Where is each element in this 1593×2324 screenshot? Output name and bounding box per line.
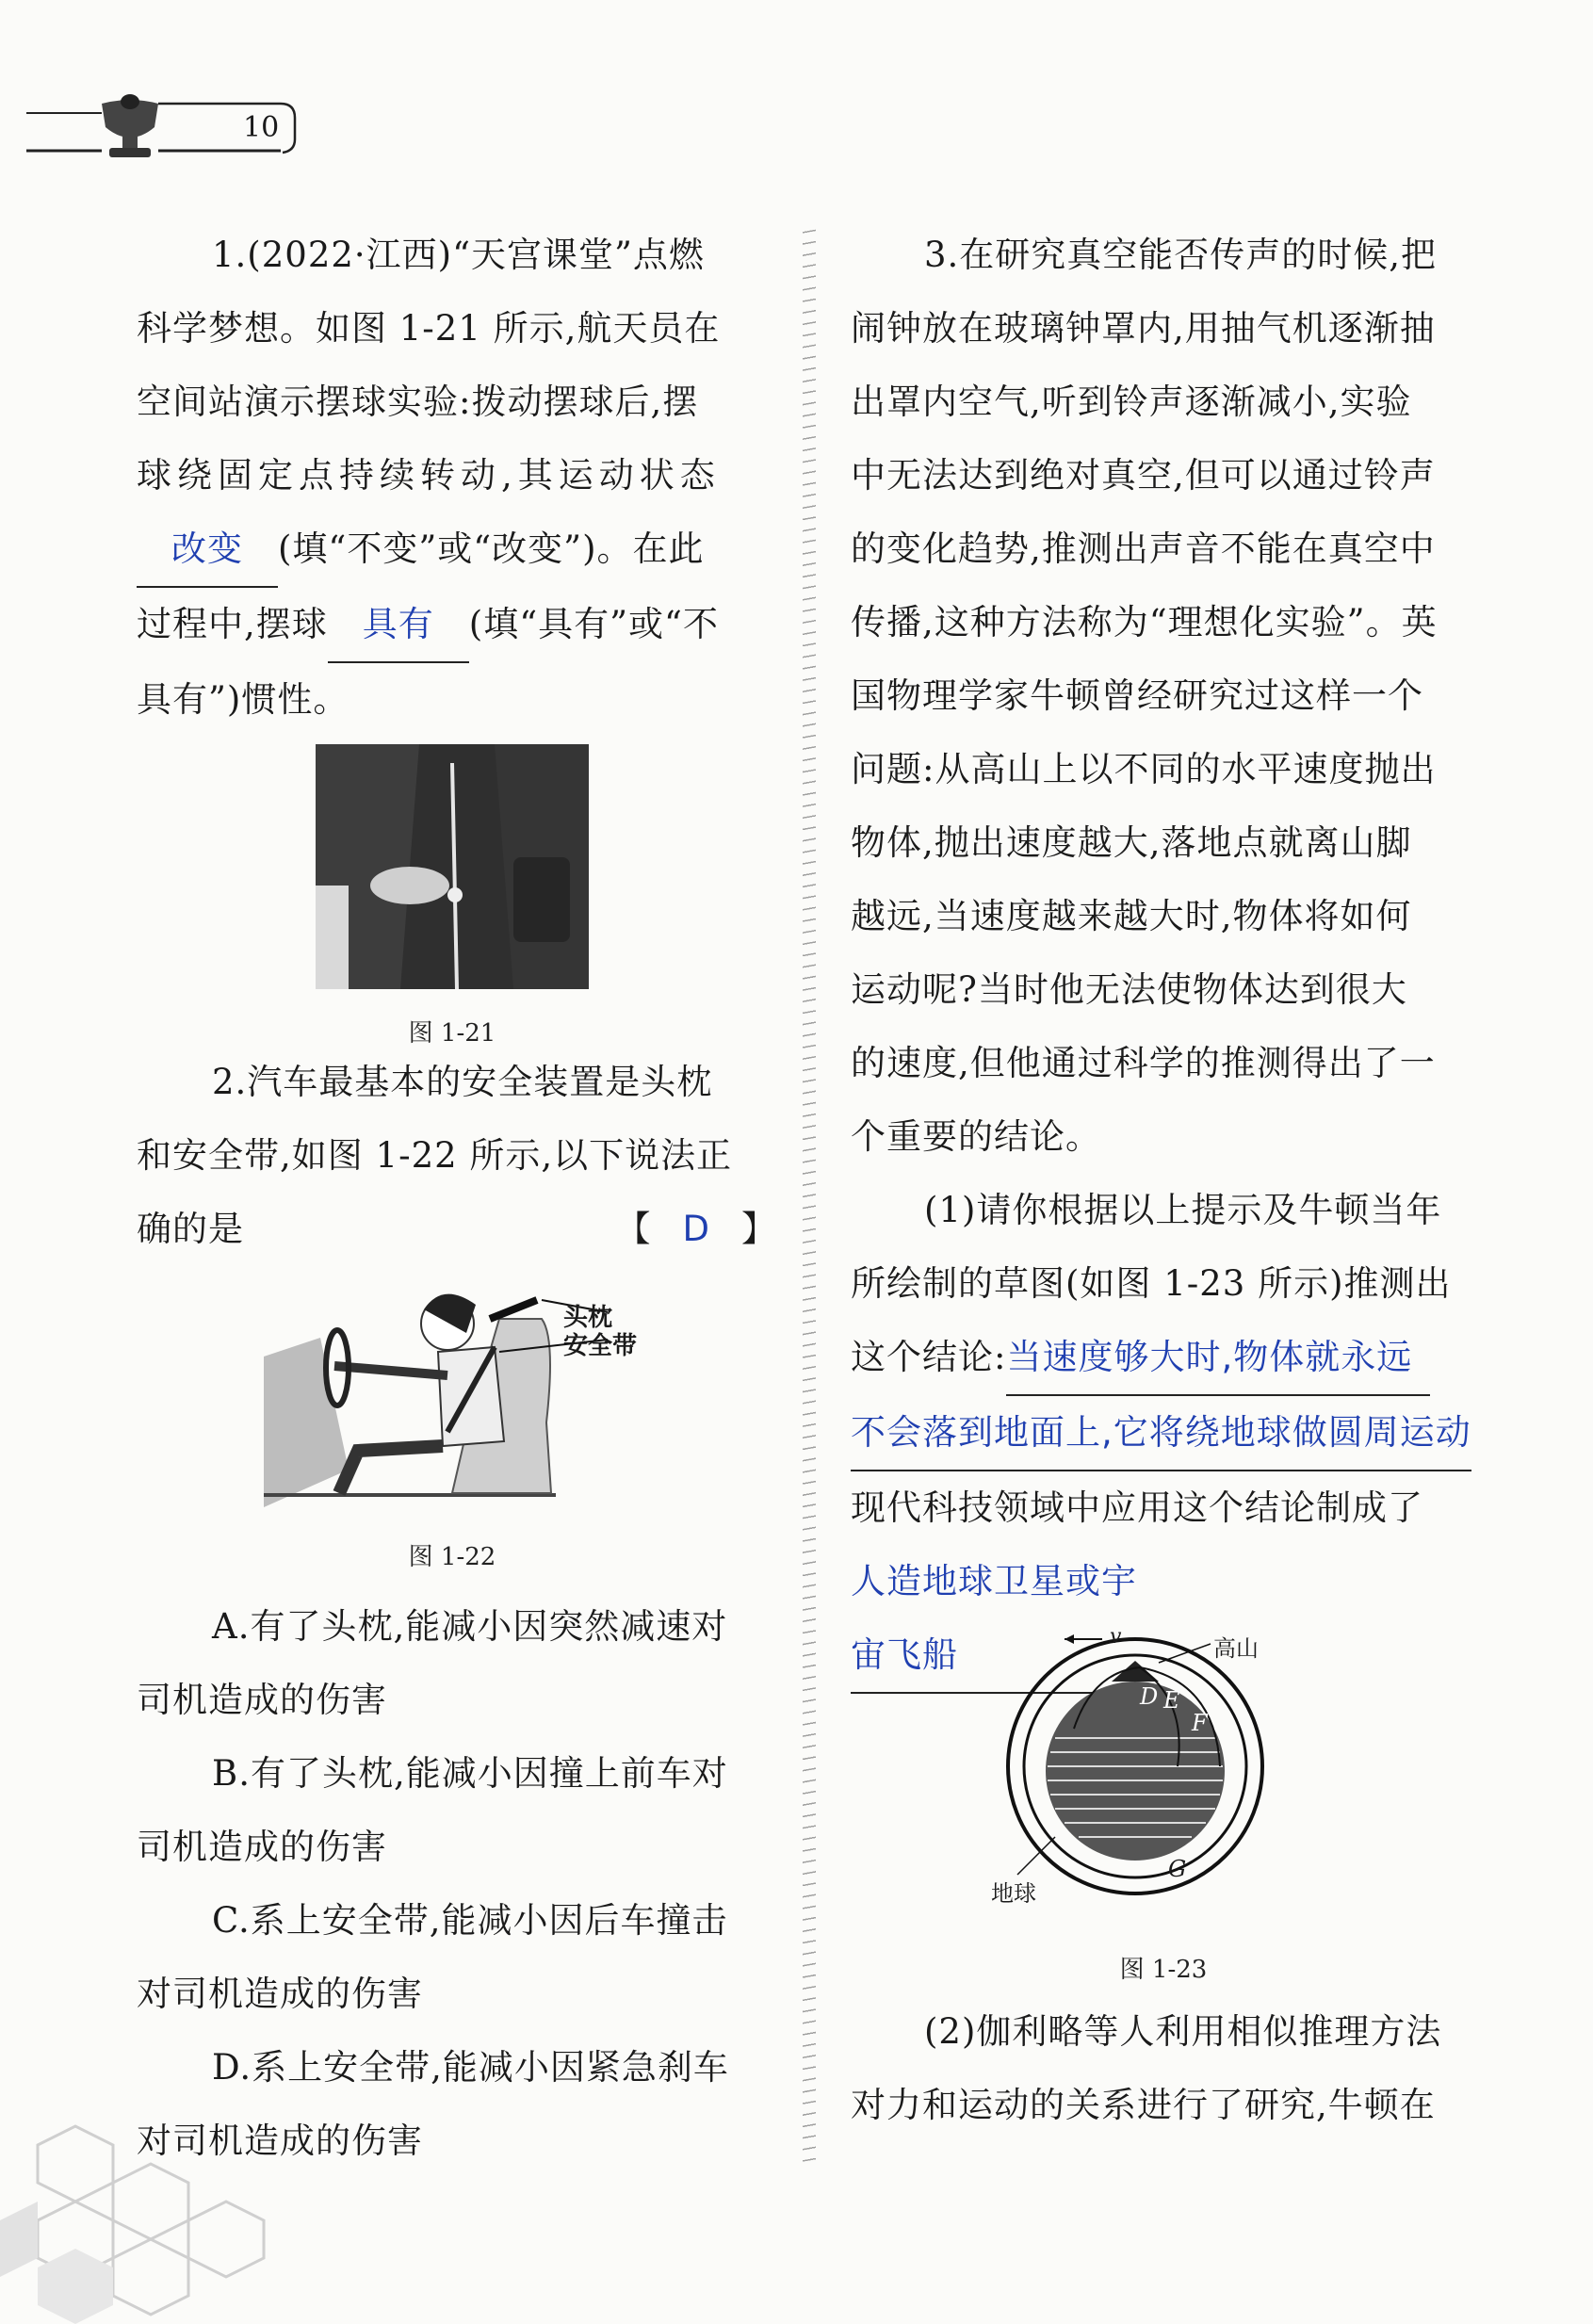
label-velocity: v — [1110, 1625, 1122, 1649]
q3-line: 的速度,但他通过科学的推测得出了一 — [851, 1043, 1436, 1083]
option-line: C.系上安全带,能减小因后车撞击 — [212, 1900, 728, 1941]
bracket-open: 【 — [615, 1209, 652, 1249]
q1-line-text: 过程中,摆球 — [137, 604, 328, 644]
q1-line: 具有”)惯性。 — [137, 679, 349, 720]
q3-line-text: 这个结论: — [851, 1337, 1007, 1377]
answer-blank-3c[interactable]: 人造地球卫星或宇宙飞船 — [851, 1545, 1162, 1694]
q1-line — [137, 512, 777, 588]
label-point-d: D — [1140, 1683, 1159, 1710]
q1-line: 球绕固定点持续转动,其运动状态 — [137, 455, 721, 496]
q3-line — [851, 1321, 1491, 1396]
answer-blank-3b[interactable]: 不会落到地面上,它将绕地球做圆周运动 — [851, 1396, 1471, 1471]
figure-caption: 图 1-23 — [1119, 1956, 1208, 1984]
option-c[interactable] — [137, 1884, 777, 2031]
figure-caption: 图 1-21 — [408, 1019, 496, 1048]
q3-line: 对力和运动的关系进行了研究,牛顿在 — [851, 2085, 1436, 2125]
option-line: D.系上安全带,能减小因紧急刹车 — [212, 2047, 729, 2088]
option-b[interactable] — [137, 1737, 777, 1884]
q3-part-2 — [851, 1995, 1491, 2142]
label-earth: 地球 — [991, 1880, 1036, 1907]
q3-line: 所绘制的草图(如图 1-23 所示)推测出 — [851, 1263, 1452, 1304]
q1-line: 空间站演示摆球实验:拨动摆球后,摆 — [137, 382, 699, 422]
q3-line — [851, 1396, 1491, 1471]
figure-1-21-photo — [316, 744, 589, 989]
q1-line: 科学梦想。如图 1-21 所示,航天员在 — [137, 308, 721, 349]
q3-line: 运动呢?当时他无法使物体达到很大 — [851, 969, 1407, 1010]
q3-line: 中无法达到绝对真空,但可以通过铃声 — [851, 455, 1436, 496]
answer-blank-1[interactable]: 改变 — [137, 512, 278, 588]
page-number: 10 — [243, 111, 280, 144]
q2-line-text: 确的是 — [137, 1209, 244, 1249]
q3-line: 问题:从高山上以不同的水平速度抛出 — [851, 749, 1437, 789]
label-point-e: E — [1163, 1687, 1180, 1714]
q1-line: 1.(2022·江西)“天宫课堂”点燃 — [212, 235, 705, 275]
q3-line: 闹钟放在玻璃钟罩内,用抽气机逐渐抽 — [851, 308, 1436, 349]
q3-line: 国物理学家牛顿曾经研究过这样一个 — [851, 675, 1423, 716]
q1-line-text: (填“不变”或“改变”)。在此 — [278, 528, 705, 569]
q2-options — [137, 1590, 777, 2178]
q3-line: 物体,抛出速度越大,落地点就离山脚 — [851, 822, 1412, 863]
question-2 — [137, 1046, 777, 1266]
page-header — [26, 94, 309, 170]
bracket-close: 】 — [741, 1209, 777, 1249]
question-1 — [137, 219, 777, 737]
option-line: B.有了头枕,能减小因撞上前车对 — [212, 1753, 728, 1794]
option-line: 对司机造成的伤害 — [137, 1974, 423, 2014]
figure-1-22-illustration — [264, 1281, 669, 1517]
figure-caption: 图 1-22 — [408, 1543, 496, 1571]
q3-line: 出罩内空气,听到铃声逐渐减小,实验 — [851, 382, 1412, 422]
label-point-g: G — [1168, 1856, 1187, 1882]
q2-line — [137, 1193, 777, 1266]
q3-line: (1)请你根据以上提示及牛顿当年 — [924, 1190, 1442, 1230]
label-seatbelt: 安全带 — [563, 1332, 638, 1360]
option-line: 司机造成的伤害 — [137, 1680, 387, 1720]
q1-line-text: (填“具有”或“不 — [468, 604, 719, 644]
q3-line: 的变化趋势,推测出声音不能在真空中 — [851, 528, 1436, 569]
q3-line: 个重要的结论。 — [851, 1116, 1101, 1157]
question-3 — [851, 219, 1491, 1694]
option-line: 对司机造成的伤害 — [137, 2121, 423, 2161]
figure-1-23-diagram — [991, 1625, 1319, 1908]
answer-bracket[interactable] — [615, 1193, 777, 1266]
q3-line: 越远,当速度越来越大时,物体将如何 — [851, 896, 1412, 936]
option-line: 司机造成的伤害 — [137, 1827, 387, 1867]
label-headrest: 头枕 — [563, 1304, 613, 1332]
label-point-f: F — [1192, 1710, 1208, 1736]
answer-choice[interactable]: D — [682, 1209, 710, 1249]
option-a[interactable] — [137, 1590, 777, 1737]
column-divider — [803, 226, 816, 2167]
q2-line: 2.汽车最基本的安全装置是头枕 — [212, 1062, 713, 1102]
hexagon-pattern-decoration — [0, 2107, 311, 2324]
q2-line: 和安全带,如图 1-22 所示,以下说法正 — [137, 1135, 733, 1176]
answer-blank-3a[interactable]: 当速度够大时,物体就永远 — [1006, 1321, 1430, 1396]
q3-line: 传播,这种方法称为“理想化实验”。英 — [851, 602, 1438, 642]
q1-line — [137, 588, 777, 663]
q3-line: 现代科技领域中应用这个结论制成了 — [851, 1487, 1423, 1528]
q3-line: 3.在研究真空能否传声的时候,把 — [924, 235, 1438, 275]
option-line: A.有了头枕,能减小因突然减速对 — [212, 1606, 728, 1647]
answer-blank-2[interactable]: 具有 — [328, 588, 469, 663]
q3-line: (2)伽利略等人利用相似推理方法 — [924, 2011, 1442, 2052]
label-mountain: 高山 — [1213, 1635, 1259, 1662]
